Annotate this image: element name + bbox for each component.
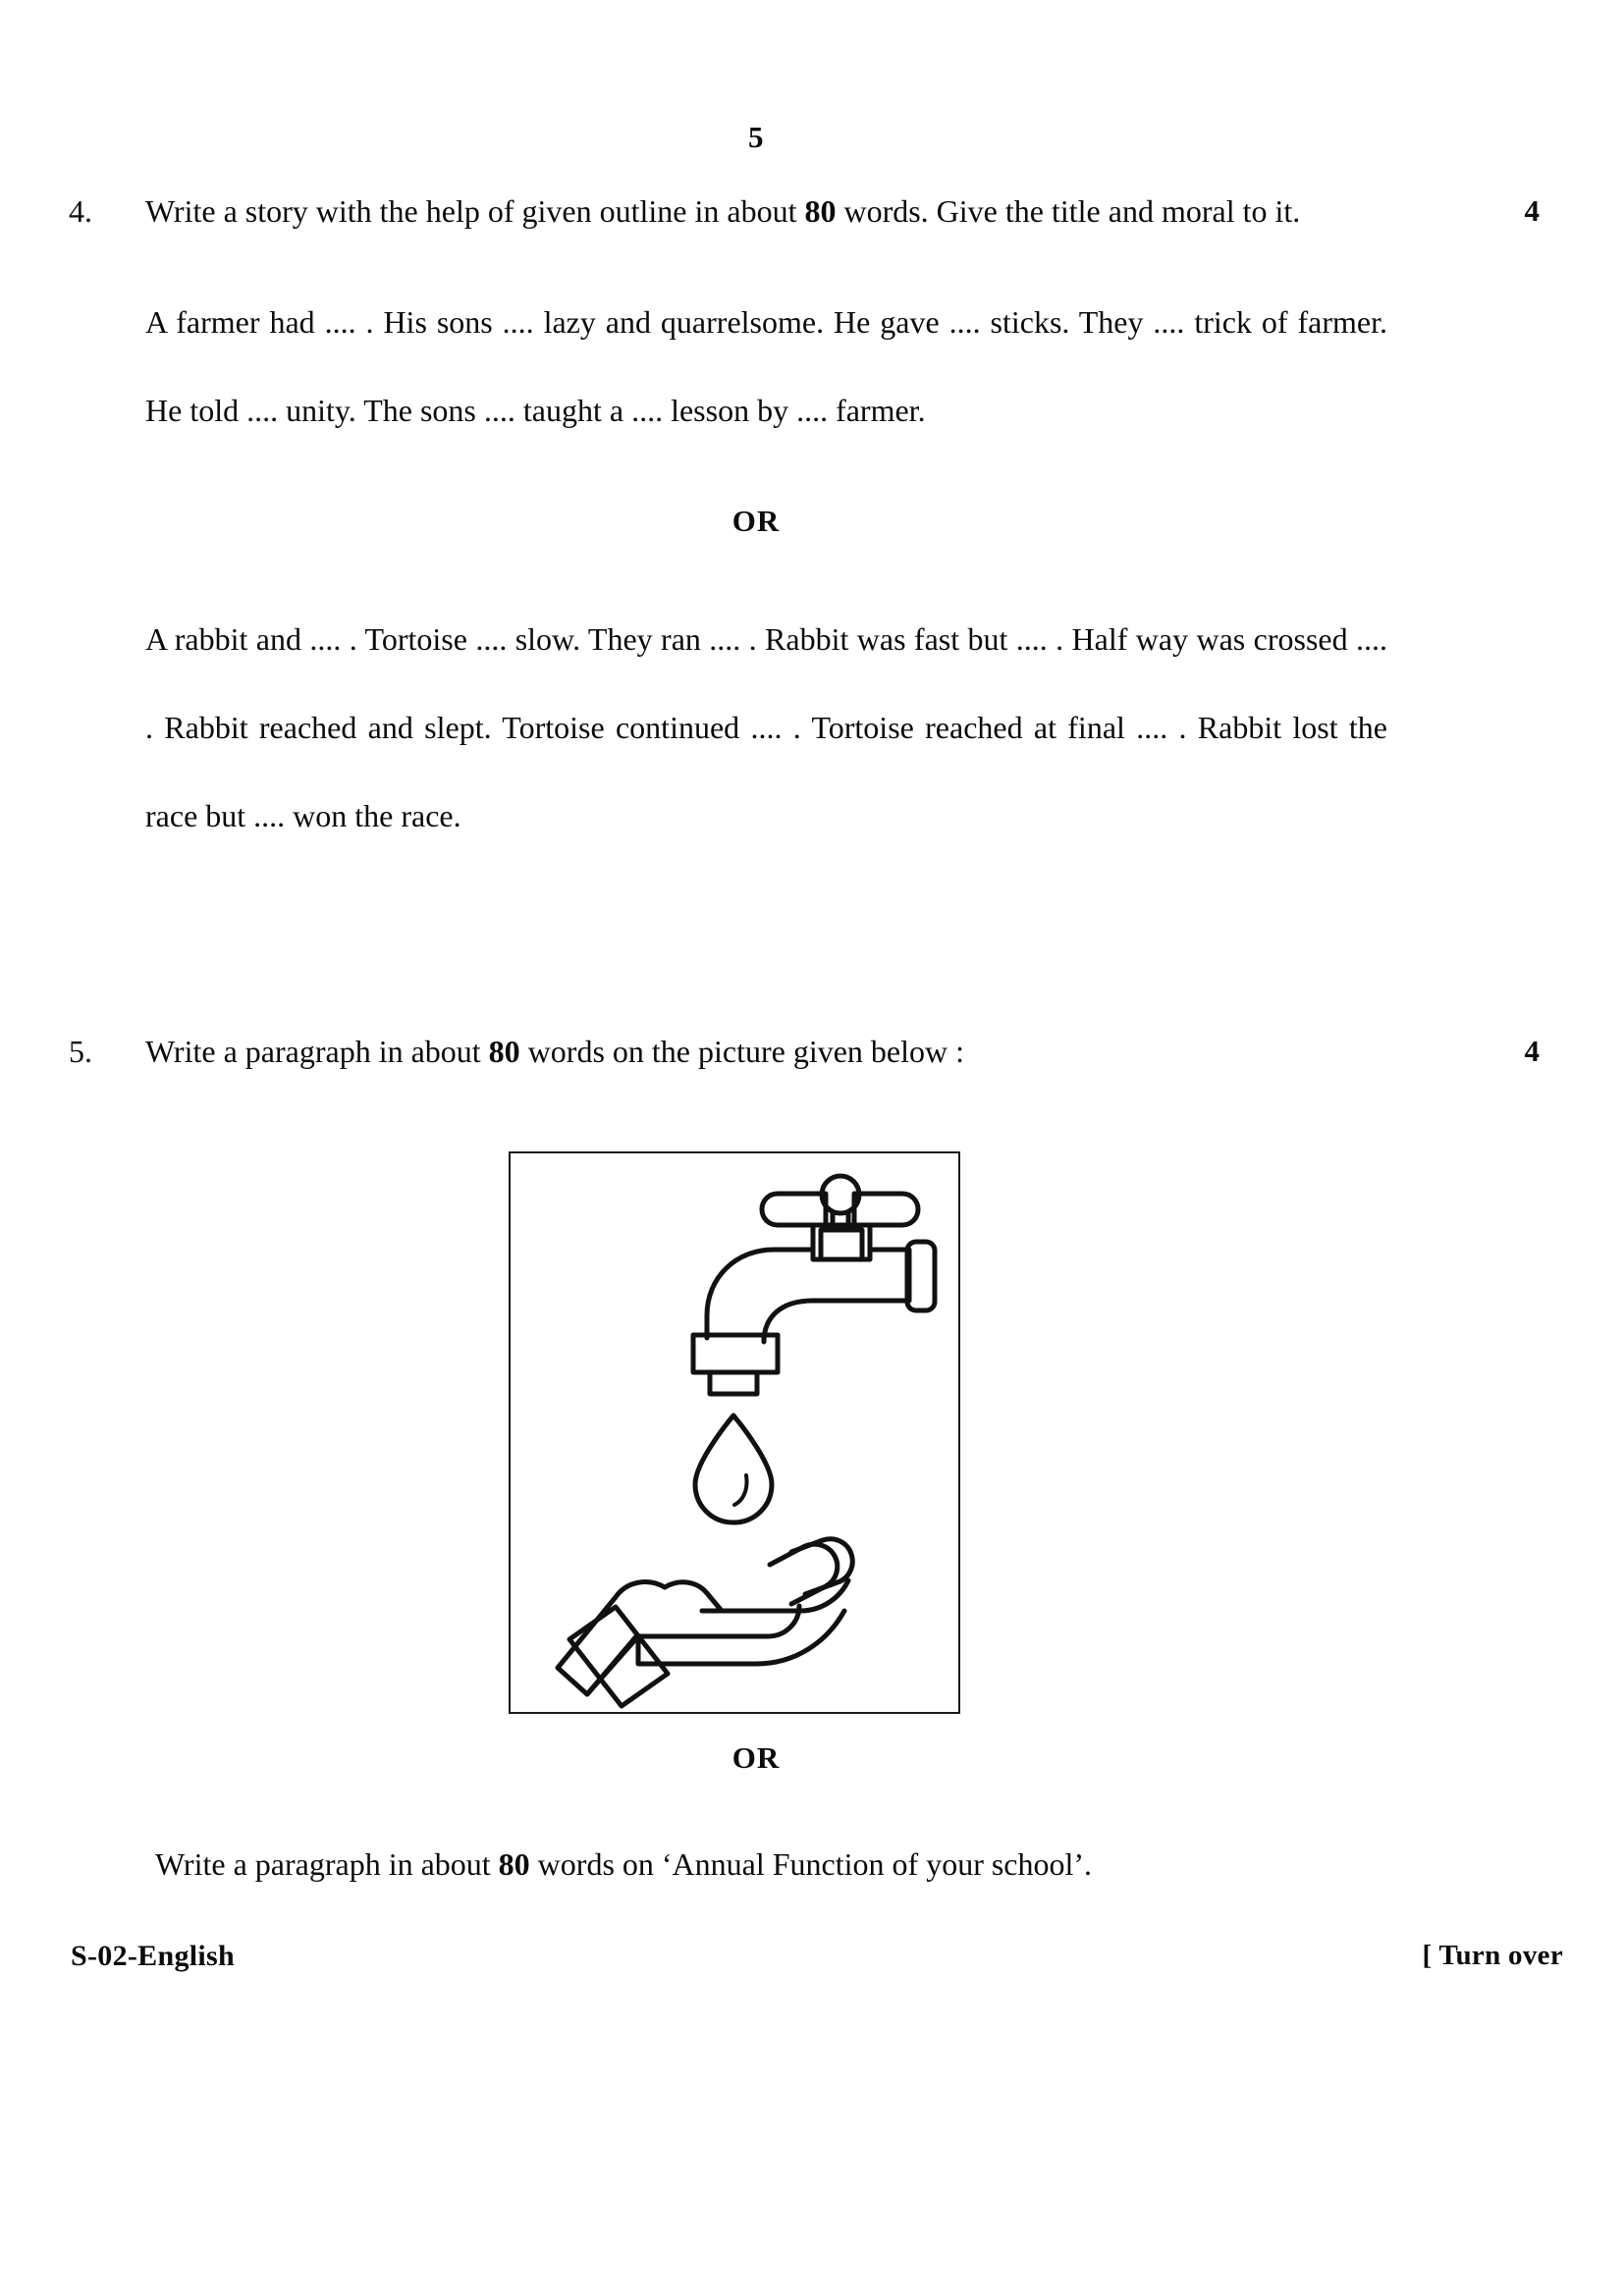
tap-spout-pipe bbox=[870, 1250, 909, 1301]
question-5-prompt-after: words on the picture given below : bbox=[519, 1034, 965, 1069]
tap-water-drop-hand-illustration bbox=[511, 1153, 958, 1712]
question-4-option-b-outline: A rabbit and .... . Tortoise .... slow. They ran .... . Rabbit was fast but .... . Half way was crossed .... . Rabbit reached and slept. Tortoise continued .... . Tortoise reached at final .... . Rabbit lost the race but .... won the race. bbox=[145, 621, 1387, 833]
question-4-prompt-before: Write a story with the help of given outline in about bbox=[145, 193, 805, 229]
question-4-or-separator: OR bbox=[731, 504, 781, 538]
question-5-word-count: 80 bbox=[488, 1034, 520, 1069]
turn-over-footer: [ Turn over bbox=[1422, 1940, 1563, 1971]
hand-back-outline bbox=[665, 1580, 848, 1611]
tap-handle-icon bbox=[762, 1194, 826, 1225]
tap-nozzle-icon bbox=[710, 1372, 757, 1394]
question-5-prompt bbox=[145, 1033, 1461, 1070]
question-4-prompt-after: words. Give the title and moral to it. bbox=[836, 193, 1301, 229]
tap-bonnet-icon bbox=[821, 1230, 862, 1259]
question-5-number: 5. bbox=[69, 1034, 92, 1069]
question-5-picture-frame bbox=[509, 1151, 960, 1714]
paper-code-footer: S-02-English bbox=[71, 1940, 235, 1972]
question-5-option-b-after: words on ‘Annual Function of your school’. bbox=[529, 1846, 1093, 1882]
water-drop-highlight bbox=[734, 1475, 747, 1505]
question-5-marks: 4 bbox=[1524, 1034, 1540, 1068]
question-5-or-separator: OR bbox=[731, 1740, 781, 1775]
question-4-row bbox=[69, 192, 1561, 230]
question-4-prompt bbox=[145, 192, 1461, 230]
question-4-option-a-outline: A farmer had .... . His sons .... lazy and quarrelsome. He gave .... sticks. They .... trick of farmer. He told .... unity. The sons .... taught a .... lesson by .... farmer. bbox=[145, 304, 1387, 428]
question-5-option-b-before: Write a paragraph in about bbox=[155, 1846, 499, 1882]
question-5-option-b-word-count: 80 bbox=[498, 1846, 530, 1882]
question-5-prompt-before: Write a paragraph in about bbox=[145, 1034, 489, 1069]
question-4-number: 4. bbox=[69, 193, 92, 229]
question-4-marks: 4 bbox=[1524, 193, 1540, 228]
question-5-row bbox=[69, 1033, 1561, 1070]
question-4-word-count: 80 bbox=[804, 193, 837, 229]
page-number: 5 bbox=[748, 120, 764, 154]
question-5-option-b-prompt bbox=[155, 1844, 1432, 1884]
tap-spout-curve bbox=[707, 1250, 774, 1338]
